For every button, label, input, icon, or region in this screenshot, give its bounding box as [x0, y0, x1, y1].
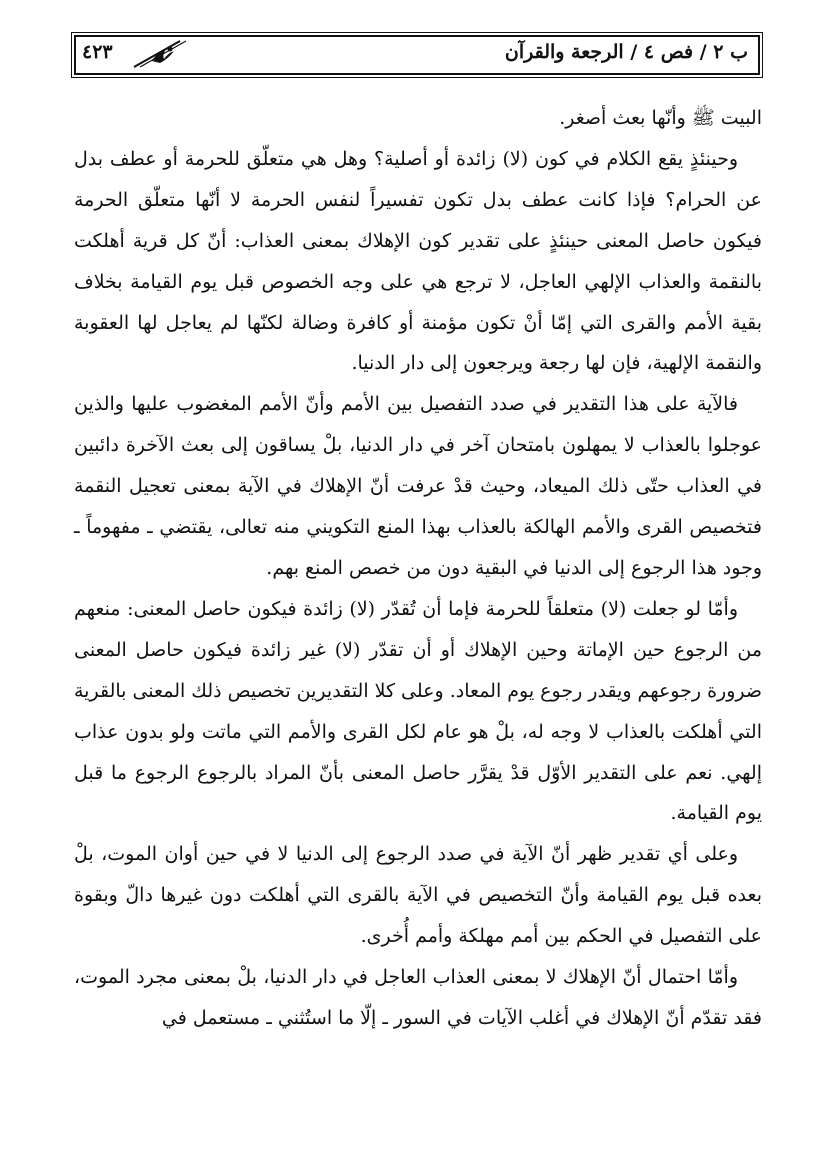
- paragraph-5: وعلى أي تقدير ظهر أنّ الآية في صدد الرجوع إلى الدنيا لا في حين أوان الموت، بلْ بعده قبل يوم القيامة وأنّ التخصيص في الآية بالقرى التي أهلكت دون غيرها دالّ وبقوة على التفصيل في الحكم بين أمم مهلكة وأمم أُخرى.: [74, 843, 762, 948]
- decorative-flourish-icon: [130, 37, 190, 71]
- paragraph-6: وأمّا احتمال أنّ الإهلاك لا بمعنى العذاب العاجل في دار الدنيا، بلْ بمعنى مجرد الموت، فقد تقدّم أنّ الإهلاك في أغلب الآيات في السور ـ إلّا ما استُثني ـ مستعمل في: [74, 966, 762, 1029]
- paragraph-4: وأمّا لو جعلت (لا) متعلقاً للحرمة فإما أن تُقدّر (لا) زائدة فيكون حاصل المعنى: منعهم من الرجوع حين الإماتة وحين الإهلاك أو أن تقدّر (لا) غير زائدة فيكون حاصل المعنى ضرورة رجوعهم ويقدر رجوع يوم المعاد. وعلى كلا التقديرين تخصيص ذلك المعنى بالقرية التي أهلكت بالعذاب لا وجه له، بلْ هو عام لكل القرى والأمم التي ماتت ولو بدون عذاب إلهي. نعم على التقدير الأوّل قدْ يقرَّر حاصل المعنى بأنّ المراد بالرجوع الرجوع ما قبل يوم القيامة.: [74, 597, 762, 825]
- page-number: ٤٢٣: [82, 41, 113, 63]
- paragraph-2: وحينئذٍ يقع الكلام في كون (لا) زائدة أو أصلية؟ وهل هي متعلّق للحرمة أو عطف بدل عن الحرام؟ فإذا كانت عطف بدل تكون تفسيراً لنفس الحرمة لا أنّها متعلّق الحرمة فيكون حاصل المعنى حينئذٍ على تقدير كون الإهلاك بمعنى العذاب: أنّ كل قرية أهلكت بالنقمة والعذاب الإلهي العاجل، لا ترجع هي على وجه الخصوص قبل يوم القيامة بخلاف بقية الأمم والقرى التي إمّا أنْ تكون مؤمنة أو كافرة وضالة لكنّها لم يعاجل لها العقوبة والنقمة الإلهية، فإن لها رجعة ويرجعون إلى دار الدنيا.: [74, 147, 762, 375]
- paragraph-3: فالآية على هذا التقدير في صدد التفصيل بين الأمم وأنّ الأمم المغضوب عليها والذين عوجلوا بالعذاب لا يمهلون بامتحان آخر في دار الدنيا، بلْ يساقون إلى بعث الآخرة دائبين في العذاب حتّى ذلك الميعاد، وحيث قدْ عرفت أنّ الإهلاك في الآية بمعنى تعجيل النقمة فتخصيص القرى والأمم الهالكة بالعذاب بهذا المنع التكويني منه تعالى، يقتضي ـ مفهوماً ـ وجود هذا الرجوع إلى الدنيا في البقية دون من خصص المنع بهم.: [74, 393, 762, 579]
- paragraph-1: البيت ﷺ وأنّها بعث أصغر.: [559, 107, 762, 129]
- page-header: [74, 35, 760, 75]
- running-head: ب ٢ / فص ٤ / الرجعة والقرآن: [504, 41, 748, 63]
- body-text: [74, 98, 762, 1039]
